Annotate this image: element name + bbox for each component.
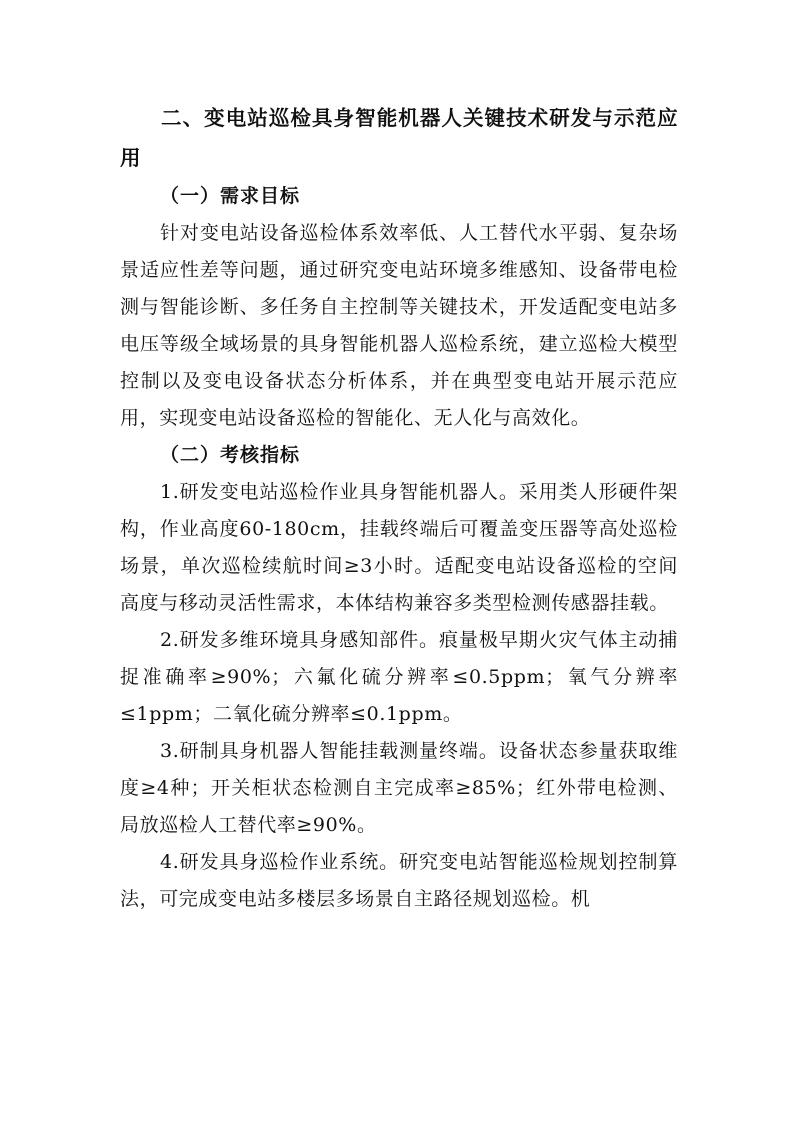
paragraph-indicator-3: 3.研制具身机器人智能挂载测量终端。设备状态参量获取维度≥4种；开关柜状态检测自主完成率≥85%；红外带电检测、局放巡检人工替代率≥90%。 (120, 740, 678, 836)
paragraph-indicator-2: 2.研发多维环境具身感知部件。痕量极早期火灾气体主动捕捉准确率≥90%；六氟化硫分辨率≤0.5ppm；氧气分辨率≤1ppm；二氧化硫分辨率≤0.1ppm。 (120, 629, 678, 725)
document-page (120, 98, 678, 918)
section-heading: 二、变电站巡检具身智能机器人关键技术研发与示范应用 (120, 106, 678, 170)
paragraph-indicator-4: 4.研发具身巡检作业系统。研究变电站智能巡检规划控制算法，可完成变电站多楼层多场景自主路径规划巡检。机 (120, 851, 678, 910)
subsection-title-requirements: （一）需求目标 (160, 185, 301, 207)
paragraph-requirements: 针对变电站设备巡检体系效率低、人工替代水平弱、复杂场景适应性差等问题，通过研究变电站环境多维感知、设备带电检测与智能诊断、多任务自主控制等关键技术，开发适配变电站多电压等级全域场景的具身智能机器人巡检系统，建立巡检大模型控制以及变电设备状态分析体系，并在典型变电站开展示范应用，实现变电站设备巡检的智能化、无人化与高效化。 (120, 222, 678, 429)
paragraph-indicator-1: 1.研发变电站巡检作业具身智能机器人。采用类人形硬件架构，作业高度60-180cm，挂载终端后可覆盖变压器等高处巡检场景，单次巡检续航时间≥3小时。适配变电站设备巡检的空间高度与移动灵活性需求，本体结构兼容多类型检测传感器挂载。 (120, 481, 678, 614)
subsection-title-indicators: （二）考核指标 (160, 444, 301, 466)
